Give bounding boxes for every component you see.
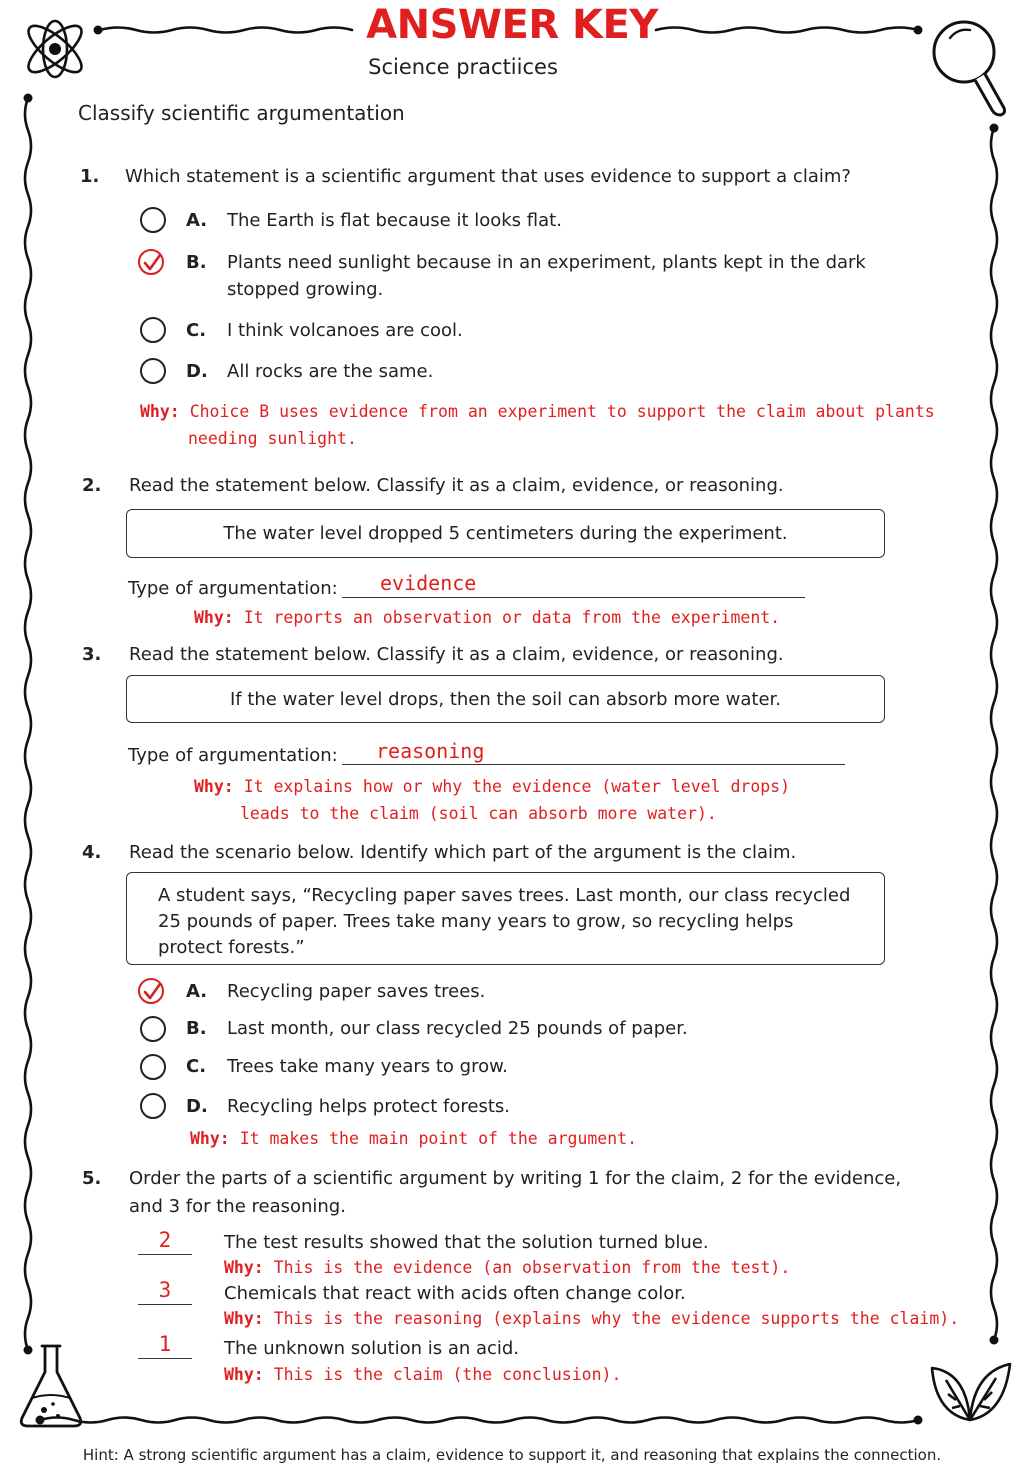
q1-option-c-letter: C. [186,320,207,341]
q1-option-d-radio[interactable] [140,358,166,384]
q5-item-2-why [224,1305,959,1332]
q3-why-line1: It explains how or why the evidence (water level drops) [243,777,791,796]
q2-why [194,604,780,631]
q5-item-3-answer[interactable]: 1 [138,1332,192,1359]
q1-option-c-radio[interactable] [140,317,166,343]
question-2-text: Read the statement below. Classify it as a claim, evidence, or reasoning. [129,475,784,496]
q5-item-1-why-text: This is the evidence (an observation from the test). [273,1258,791,1277]
q4-option-c-radio[interactable] [140,1054,166,1080]
q3-statement: If the water level drops, then the soil can absorb more water. [229,689,782,710]
q3-why [194,773,790,800]
page-title: ANSWER KEY [366,2,658,48]
page-subtitle: Science practiices [368,55,558,79]
q5-item-1-why [224,1254,790,1281]
flask-icon [14,1340,88,1432]
q1-option-c-text: I think volcanoes are cool. [227,320,463,341]
q5-item-1-text: The test results showed that the solution turned blue. [224,1232,709,1253]
topic-heading: Classify scientific argumentation [78,101,405,125]
checkmark-icon [141,252,163,274]
q5-item-3-why [224,1361,621,1388]
question-3-number: 3. [82,644,102,665]
q4-option-c-text: Trees take many years to grow. [227,1056,508,1077]
q4-option-a-letter: A. [186,981,208,1002]
q2-statement: The water level dropped 5 centimeters during the experiment. [223,523,788,544]
q4-option-b-radio[interactable] [140,1016,166,1042]
question-2-number: 2. [82,475,102,496]
q4-option-d-radio[interactable] [140,1093,166,1119]
question-3-text: Read the statement below. Classify it as a claim, evidence, or reasoning. [129,644,784,665]
q4-why-label: Why: [190,1129,230,1148]
q4-option-a-text: Recycling paper saves trees. [227,981,486,1002]
q5-item-3-why-label: Why: [224,1365,264,1384]
q1-why-label: Why: [140,402,180,421]
q5-item-2-why-label: Why: [224,1309,264,1328]
q5-item-2-why-text: This is the reasoning (explains why the evidence supports the claim). [273,1309,960,1328]
q1-why-line1: Choice B uses evidence from an experiment to support the claim about plants [189,402,935,421]
q4-why-line1: It makes the main point of the argument. [239,1129,638,1148]
leaf-icon [926,1354,1016,1426]
checkmark-icon [141,981,163,1003]
q4-option-d-text: Recycling helps protect forests. [227,1096,510,1117]
question-4-number: 4. [82,842,102,863]
q1-option-b-text-line1: Plants need sunlight because in an experiment, plants kept in the dark [227,252,866,273]
q4-why [190,1125,637,1152]
q1-option-a-text: The Earth is flat because it looks flat. [227,210,562,231]
question-5-text-line2: and 3 for the reasoning. [129,1196,346,1217]
q2-why-label: Why: [194,608,234,627]
q5-item-2-text: Chemicals that react with acids often change color. [224,1283,686,1304]
q1-option-d-text: All rocks are the same. [227,361,434,382]
q5-item-3-text: The unknown solution is an acid. [224,1338,520,1359]
q1-option-b-radio[interactable] [138,249,164,275]
q5-item-1-answer[interactable]: 2 [138,1228,192,1255]
question-4-text: Read the scenario below. Identify which part of the argument is the claim. [129,842,797,863]
q1-option-a-radio[interactable] [140,207,166,233]
q4-scenario-line1: A student says, “Recycling paper saves trees. Last month, our class recycled [158,885,851,906]
q3-type-label: Type of argumentation: [128,745,338,766]
q3-answer: reasoning [376,739,485,763]
q1-option-d-letter: D. [186,361,208,382]
q1-option-a-letter: A. [186,210,208,231]
footer-hint: Hint: A strong scientific argument has a claim, evidence to support it, and reasoning that explains the connection. [82,1446,942,1464]
question-5-number: 5. [82,1168,102,1189]
q1-why [140,398,935,425]
question-1-text: Which statement is a scientific argument that uses evidence to support a claim? [125,166,851,187]
q2-type-label: Type of argumentation: [128,578,338,599]
q3-why-label: Why: [194,777,234,796]
q5-item-1-why-label: Why: [224,1258,264,1277]
q4-option-b-text: Last month, our class recycled 25 pounds of paper. [227,1018,688,1039]
q3-why-line2: leads to the claim (soil can absorb more water). [240,804,717,823]
q4-scenario-line3: protect forests.” [158,937,305,958]
q5-item-3-why-text: This is the claim (the conclusion). [273,1365,622,1384]
q4-scenario-line2: 25 pounds of paper. Trees take many years to grow, so recycling helps [158,911,794,932]
q2-answer: evidence [380,571,477,595]
q4-option-b-letter: B. [186,1018,207,1039]
q4-option-d-letter: D. [186,1096,208,1117]
question-5-text-line1: Order the parts of a scientific argument by writing 1 for the claim, 2 for the evidence, [129,1168,902,1189]
q5-item-2-answer[interactable]: 3 [138,1278,192,1305]
question-1-number: 1. [80,166,100,187]
q4-option-a-radio[interactable] [138,978,164,1004]
q1-why-line2: needing sunlight. [188,429,357,448]
q4-option-c-letter: C. [186,1056,207,1077]
q2-why-line1: It reports an observation or data from the experiment. [243,608,781,627]
q1-option-b-letter: B. [186,252,207,273]
q1-option-b-text-line2: stopped growing. [227,279,384,300]
